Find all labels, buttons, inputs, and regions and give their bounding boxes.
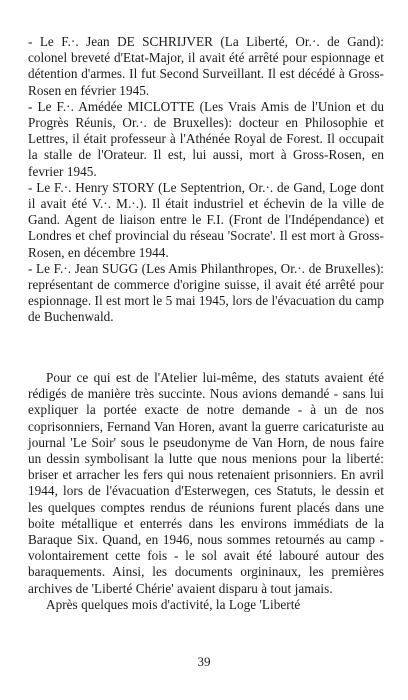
page-number: 39 <box>197 654 211 669</box>
paragraph-continuation: Après quelques mois d'activité, la Loge 'Liberté <box>46 596 301 612</box>
member-entry-sugg: - Le F.·. Jean SUGG (Les Amis Philanthropes, Or.·. de Bruxelles): représentant de commerce d'origine suisse, il avait été arrêté pour espionnage. Il est mort le 5 mai 1945, lors de l'évacuation du camp de Buchenwald. <box>28 260 384 325</box>
member-entries-list <box>28 34 384 326</box>
member-entry-story: - Le F.·. Henry STORY (Le Septentrion, Or.·. de Gand, Loge dont il avait été V.·. M.·.). Il était industriel et échevin de la ville de Gand. Agent de liaison entre le F.I. (Front de l'Indépendance) et Londres et chef provincial du réseau 'Socrate'. Il est mort à Gross-Rosen, en décembre 1944. <box>28 179 384 260</box>
member-entry-miclotte: - Le F.·. Amédée MICLOTTE (Les Vrais Amis de l'Union et du Progrès Réunis, Or.·. de Bruxelles): docteur en Philosophie et Lettres, il était professeur à l'Athénée Royal de Forest. Il occupait la stalle de l'Orateur. Il est, lui aussi, mort à Gross-Rosen, en fevrier 1945. <box>28 98 384 179</box>
paragraph-statuts: Pour ce qui est de l'Atelier lui-même, des statuts avaient été rédigés de manière très succinte. Nous avions demandé - sans lui expliquer la portée exacte de notre demande - à un de nos coprisonniers, Fernand Van Horen, avant la guerre caricaturiste au journal 'Le Soir' sous le pseudonyme de Van Horn, de nous faire un dessin symbolisant la lutte que nous menions pour la liberté: briser et arracher les fers qui nous retenaient prisonniers. En avril 1944, lors de l'évacuation d'Esterwegen, ces Statuts, le dessin et les quelques comptes rendus de réunions furent placés dans une boite métallique et enterrés dans les environs immédiats de la Baraque Six. Quand, en 1946, nous sommes retournés au camp - volontairement cette fois - le sol avait été labouré autour des baraquements. Ainsi, les documents orgininaux, les premières archives de 'Liberté Chérie' avaient disparu à tout jamais. <box>28 370 384 596</box>
body-text <box>28 370 384 613</box>
member-entry-de-schrijver: - Le F.·. Jean DE SCHRIJVER (La Liberté, Or.·. de Gand): colonel breveté d'Etat-Major, il avait été arrêté pour espionnage et détention d'armes. Il fut Second Surveillant. Il est décédé à Gross-Rosen en février 1945. <box>28 34 384 98</box>
